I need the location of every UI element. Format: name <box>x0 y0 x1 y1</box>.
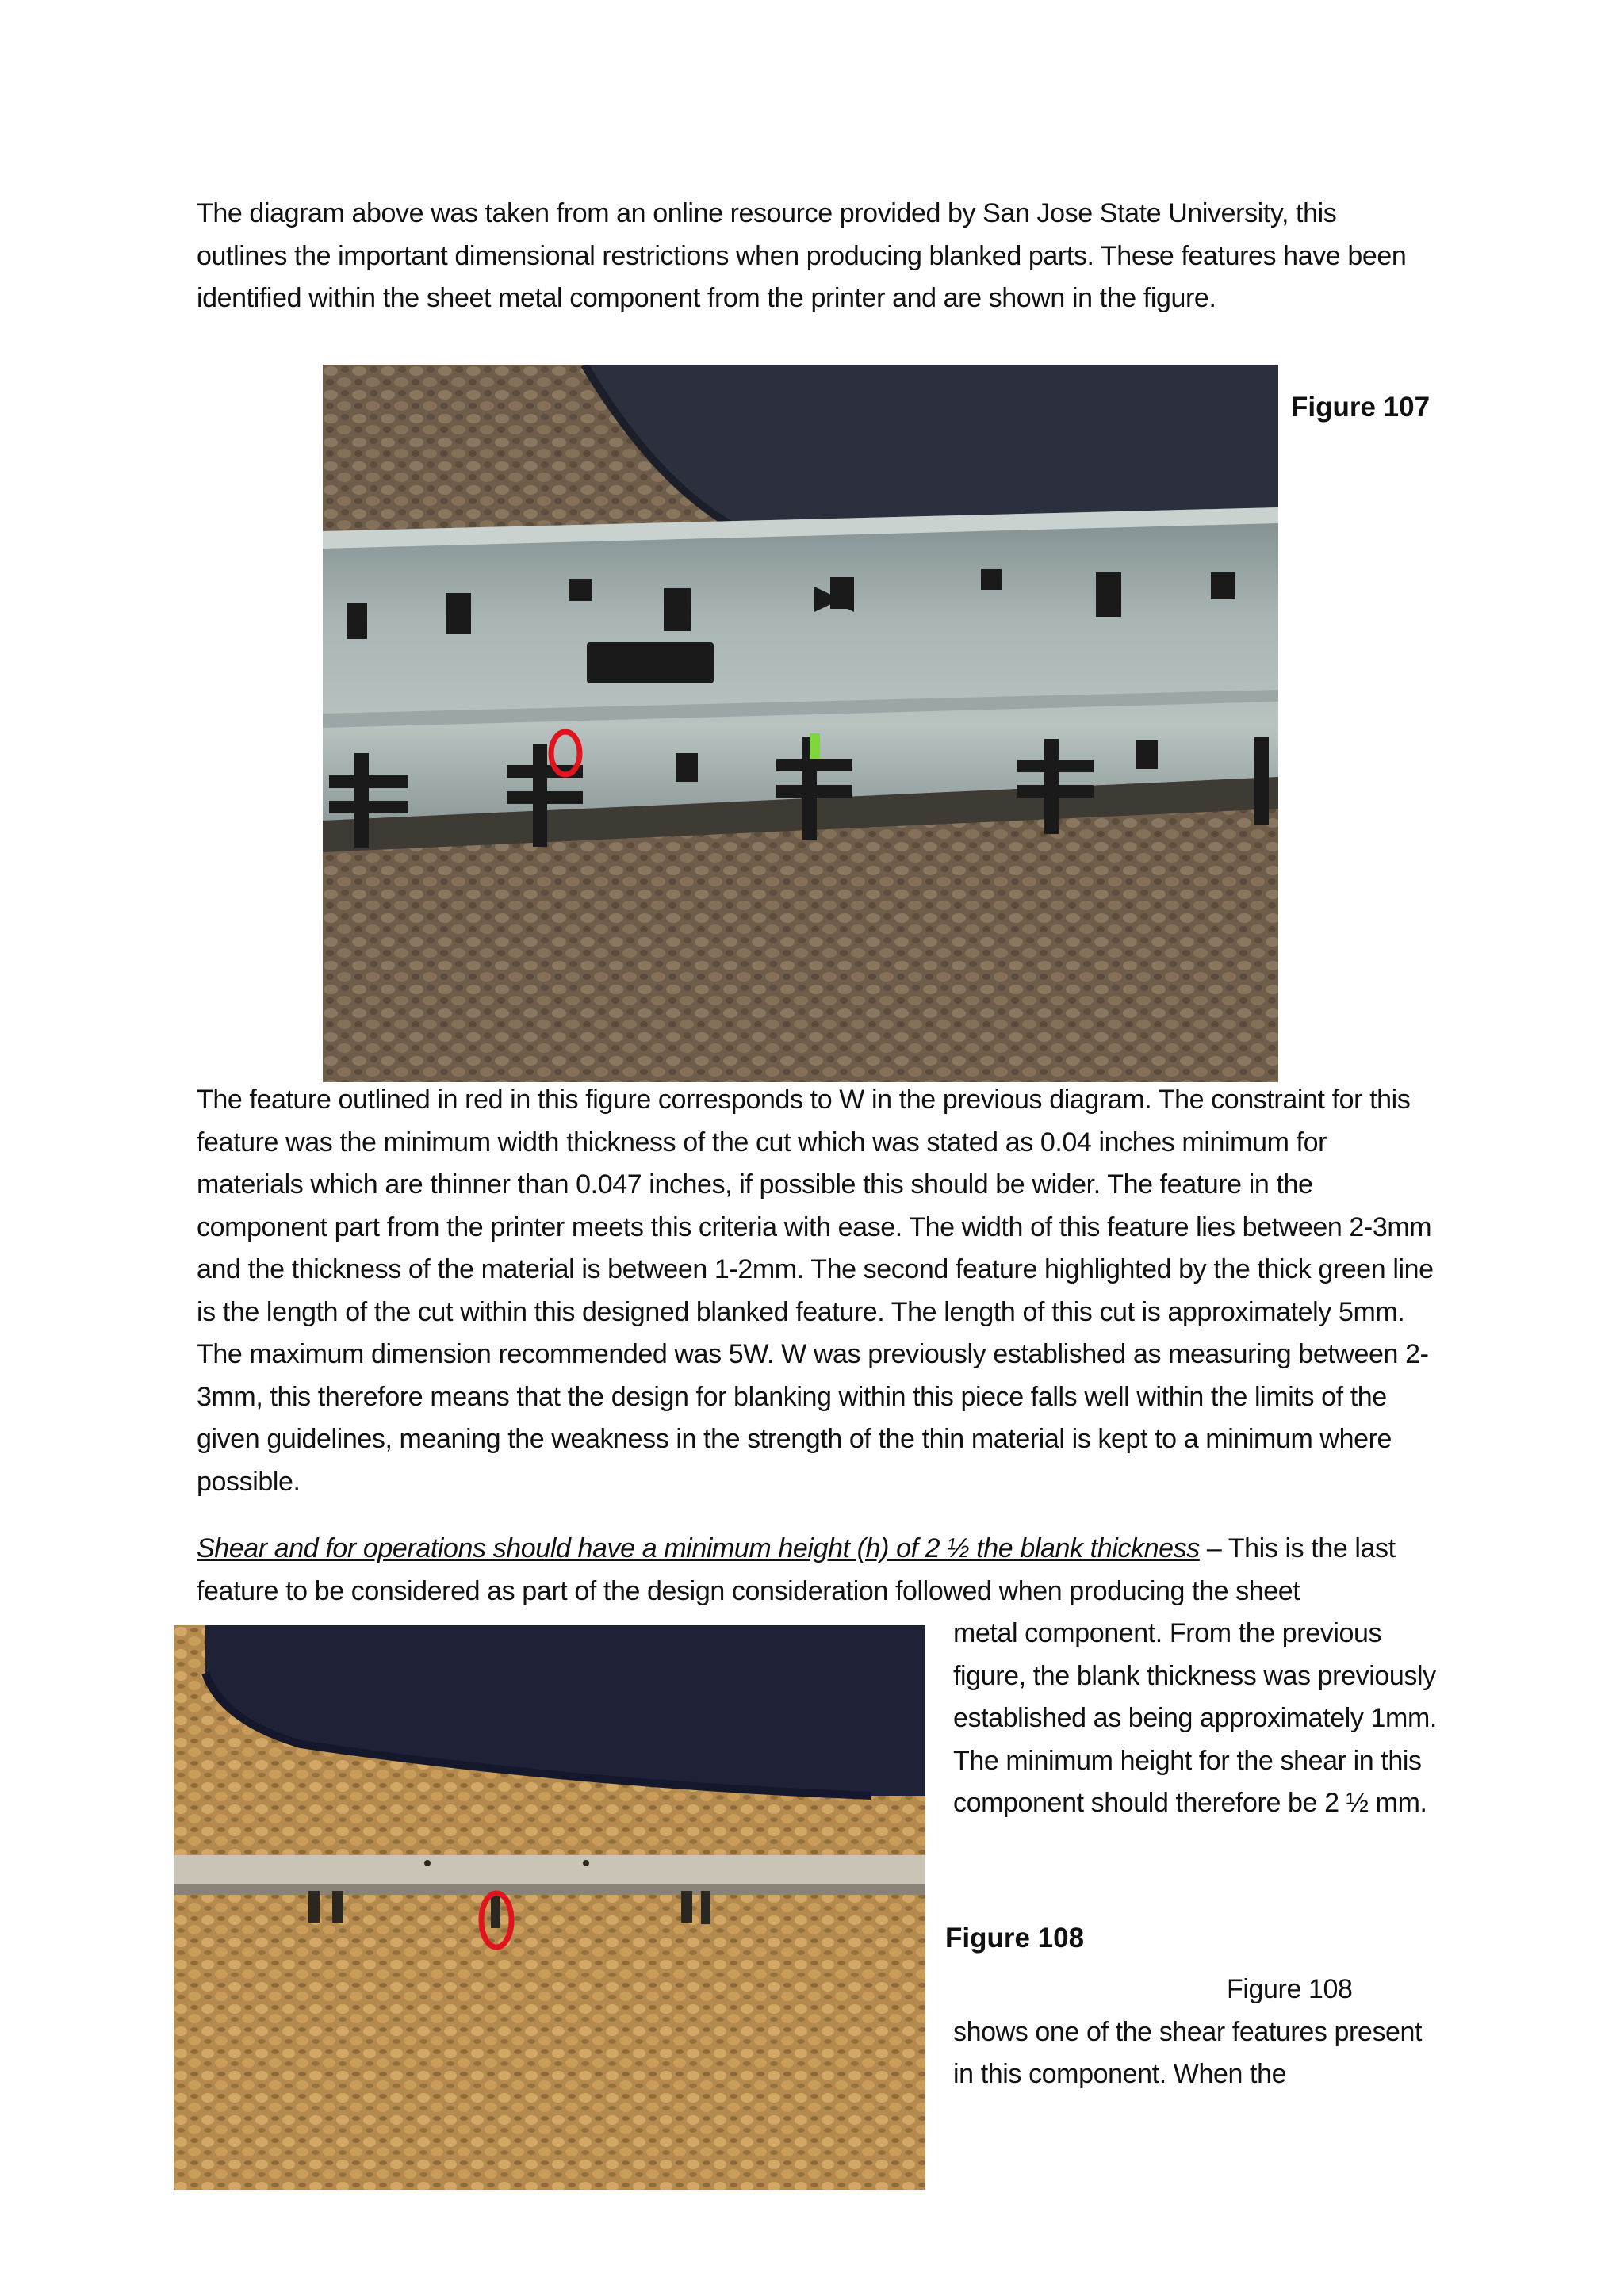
figure-108-reference: Figure 108 <box>1227 1974 1353 2004</box>
figure-107-caption: Figure 107 <box>1291 392 1431 423</box>
shear-start-text: – This is the last feature to be considered as part of the design consideration followed when producing the sheet <box>197 1533 1396 1606</box>
paragraph-shear-start <box>197 1528 1434 1613</box>
figure-108-caption: Figure 108 <box>945 1923 1085 1954</box>
paragraph-shear-wrap: metal component. From the previous figure, the blank thickness was previously established as being approximately 1mm. The minimum height for the shear in this component should therefore be 2 ½ mm. <box>953 1618 1437 1818</box>
figure-107-photo <box>323 365 1278 1082</box>
shear-feature-photo <box>174 1625 925 2190</box>
paragraph-intro: The diagram above was taken from an online resource provided by San Jose State University, this outlines the important dimensional restrictions when producing blanked parts. These features have been identified within the sheet metal component from the printer and are shown in the figure. <box>197 198 1407 313</box>
green-line-highlight <box>810 733 820 759</box>
sheet-metal-rail-photo <box>323 365 1278 1082</box>
paragraph-figure-108-ref <box>953 1969 1445 2096</box>
figure-108-description: shows one of the shear features present in this component. When the <box>953 2016 1423 2089</box>
figure-108-photo <box>174 1625 925 2190</box>
shear-heading: Shear and for operations should have a minimum height (h) of 2 ½ the blank thickness <box>197 1533 1200 1563</box>
paragraph-feature-w: The feature outlined in red in this figure corresponds to W in the previous diagram. The constraint for this feature was the minimum width thickness of the cut which was stated as 0.04 inches minimum for materials which are thinner than 0.047 inches, if possible this should be wider. The feature in the component part from the printer meets this criteria with ease. The width of this feature lies between 2-3mm and the thickness of the material is between 1-2mm. The second feature highlighted by the thick green line is the length of the cut within this designed blanked feature. The length of this cut is approximately 5mm. The maximum dimension recommended was 5W. W was previously established as measuring between 2-3mm, this therefore means that the design for blanking within this piece falls well within the limits of the given guidelines, meaning the weakness in the strength of the thin material is kept to a minimum where possible. <box>197 1085 1434 1497</box>
